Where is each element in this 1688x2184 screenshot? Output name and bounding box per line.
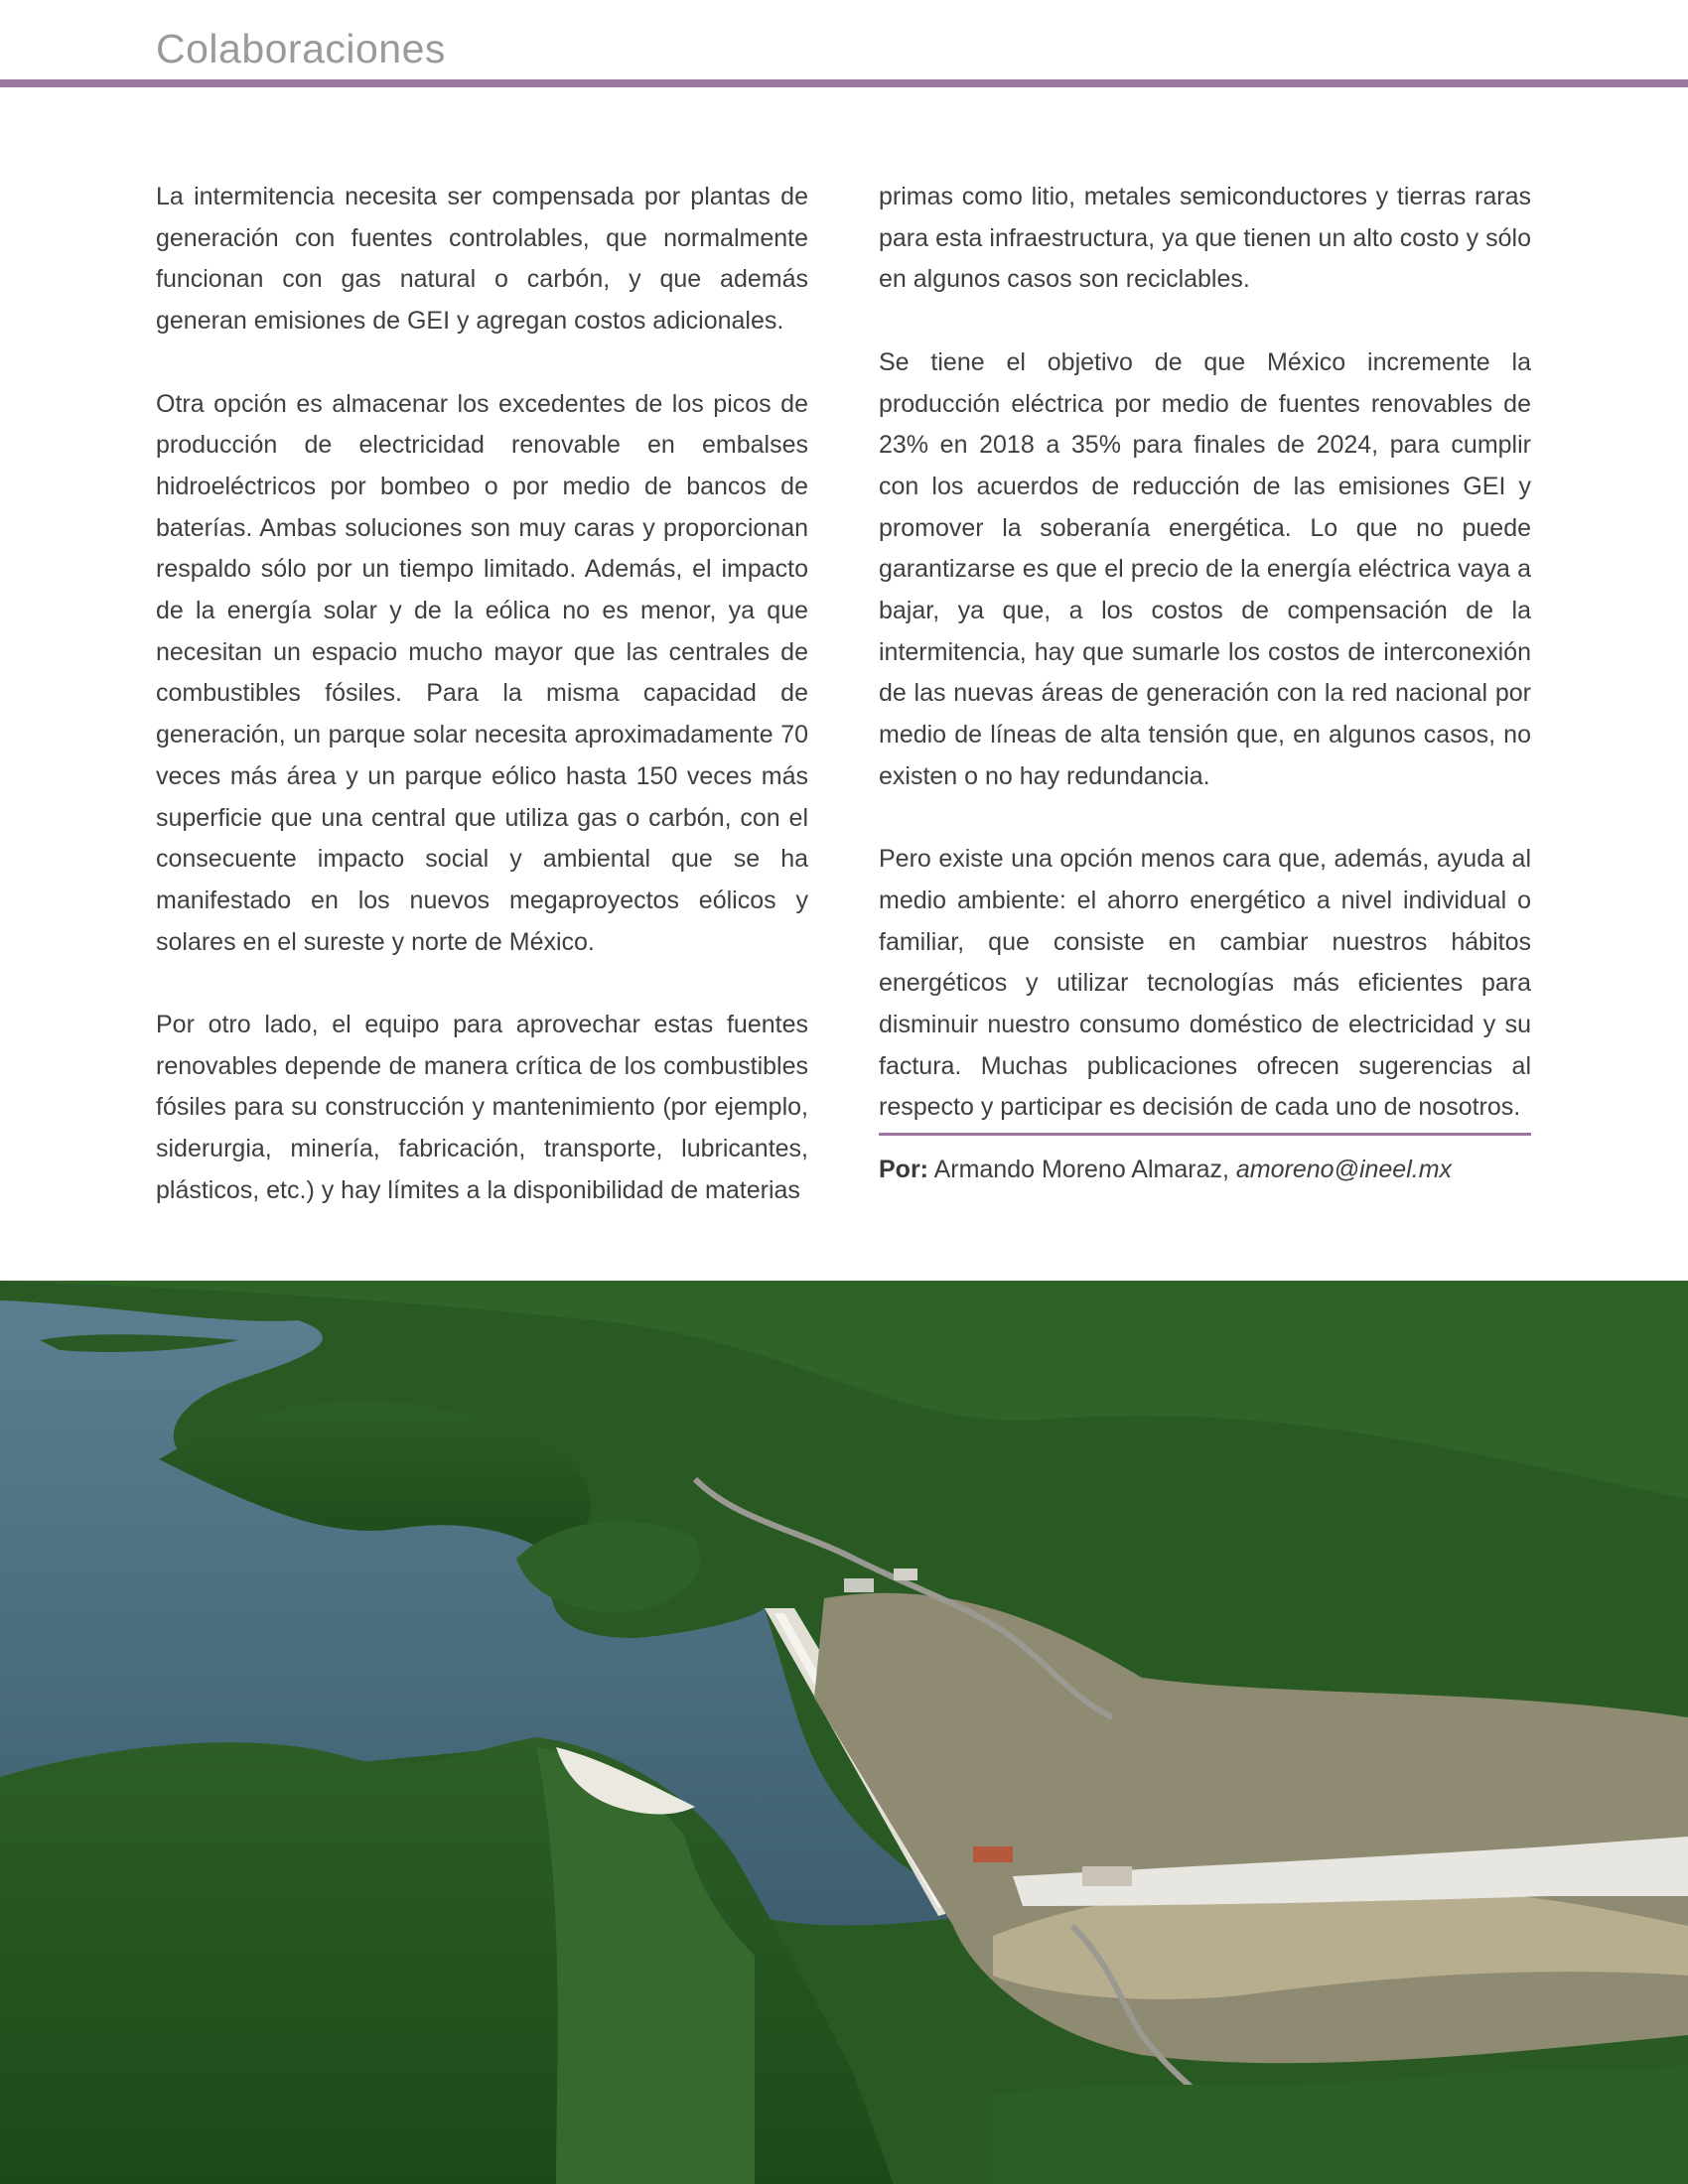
paragraph: La intermitencia necesita ser compensada por plantas de generación con fuentes controlables, que normalmente funcionan con gas natural o carbón, y que además generan emisiones de GEI y agregan costos adicionales.	[156, 183, 808, 336]
paragraph: Otra opción es almacenar los excedentes de los picos de producción de electricidad renovable en embalses hidroeléctricos por bombeo o por medio de bancos de baterías. Ambas soluciones son muy caras y proporcionan respaldo sólo por un tiempo limitado. Además, el impacto de la energía solar y de la eólica no es menor, ya que necesitan un espacio mucho mayor que las centrales de combustibles fósiles. Para la misma capacidad de generación, un parque solar necesita aproximadamente 70 veces más área y un parque eólico hasta 150 veces más superficie que una central que utiliza gas o carbón, con el consecuente impacto social y ambiental que se ha manifestado en los nuevos megaproyectos eólicos y solares en el sureste y norte de México.	[156, 389, 808, 956]
article-column-left	[156, 177, 808, 1253]
aerial-dam-illustration	[0, 1281, 1688, 2184]
author-email-link[interactable]: amoreno@ineel.mx	[1235, 1156, 1453, 1184]
paragraph: primas como litio, metales semiconductores y tierras raras para esta infraestructura, ya que tienen un alto costo y sólo en algunos casos son reciclables.	[879, 183, 1531, 294]
header-divider	[0, 79, 1688, 87]
dam-photo	[0, 1281, 1688, 2184]
paragraph: Pero existe una opción menos cara que, además, ayuda al medio ambiente: el ahorro energético a nivel individual o familiar, que consiste en cambiar nuestros hábitos energéticos y utilizar tecnologías más eficientes para disminuir nuestro consumo doméstico de electricidad y su factura. Muchas publicaciones ofrecen sugerencias al respecto y participar es decisión de cada uno de nosotros.	[879, 845, 1531, 1122]
byline	[879, 1150, 1531, 1191]
section-title: Colaboraciones	[156, 26, 446, 71]
article-column-right	[879, 177, 1531, 1233]
paragraph: Por otro lado, el equipo para aprovechar estas fuentes renovables depende de manera crítica de los combustibles fósiles para su construcción y mantenimiento (por ejemplo, siderurgia, minería, fabricación, transporte, lubricantes, plásticos, etc.) y hay límites a la disponibilidad de materias	[156, 1011, 808, 1204]
paragraph: Se tiene el objetivo de que México incremente la producción eléctrica por medio de fuentes renovables de 23% en 2018 a 35% para finales de 2024, para cumplir con los acuerdos de reducción de las emisiones GEI y promover la soberanía energética. Lo que no puede garantizarse es que el precio de la energía eléctrica vaya a bajar, ya que, a los costos de compensación de la intermitencia, hay que sumarle los costos de interconexión de las nuevas áreas de generación con la red nacional por medio de líneas de alta tensión que, en algunos casos, no existen o no hay redundancia.	[879, 347, 1531, 790]
byline-label: Por:	[879, 1156, 928, 1184]
byline-divider	[879, 1133, 1531, 1136]
byline-author: Armando Moreno Almaraz,	[933, 1156, 1229, 1184]
